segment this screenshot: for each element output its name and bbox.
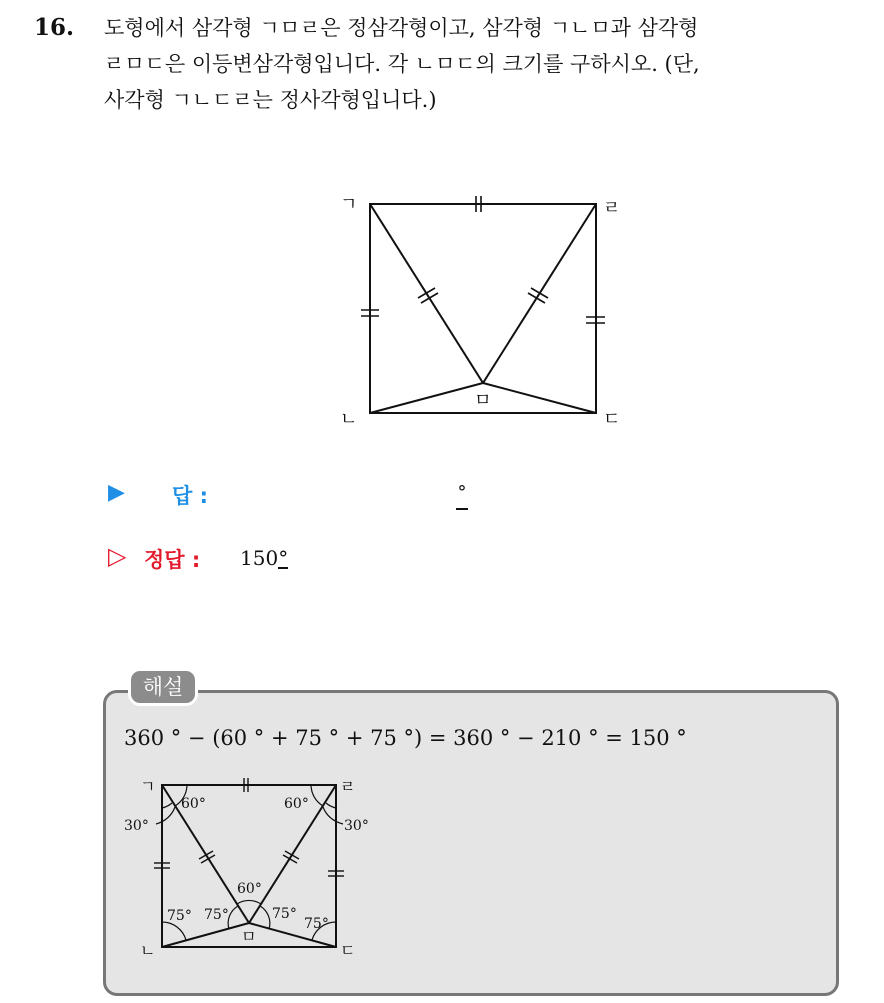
question-line: ㄹㅁㄷ은 이등변삼각형입니다. 각 ㄴㅁㄷ의 크기를 구하시오. (단, [104,52,700,76]
solution-label: 정답 : [144,548,201,572]
angle-label: 75° [272,906,297,922]
outline-triangle-icon: ▷ [108,542,127,570]
question-text [104,10,874,118]
vertex-label-c: ㄷ [340,941,356,960]
angle-label: 60° [237,881,262,897]
vertex-label-d: ㄹ [340,777,356,796]
vertex-label-c: ㄷ [603,409,621,430]
solution-value [240,546,288,570]
answer-unit: ° [457,482,467,503]
question-line: 사각형 ㄱㄴㄷㄹ는 정사각형입니다.) [104,88,437,112]
vertex-label-a: ㄱ [340,194,358,215]
angle-label: 75° [304,916,329,932]
answer-label: 답 : [172,484,208,508]
vertex-label-b: ㄴ [340,409,358,430]
angle-label: 60° [284,796,309,812]
vertex-label-e: ㅁ [241,927,257,946]
explanation-equation: 360 ° − (60 ° + 75 ° + 75 °) = 360 ° − 210 ° = 150 ° [124,726,687,750]
solution-number: 150 [240,546,279,570]
angle-label: 75° [167,908,192,924]
vertex-label-a: ㄱ [140,777,156,796]
angle-label: 60° [181,796,206,812]
explanation-title: 해설 [128,668,198,706]
angle-label: 30° [124,818,149,834]
vertex-label-d: ㄹ [603,198,621,219]
segment-c-e [483,383,596,413]
vertex-label-e: ㅁ [474,390,492,411]
question-line: 도형에서 삼각형 ㄱㅁㄹ은 정삼각형이고, 삼각형 ㄱㄴㅁ과 삼각형 [104,16,699,40]
answer-input[interactable] [452,482,472,510]
angle-label: 30° [344,818,369,834]
solution-unit: ° [278,546,289,570]
segment-b-e [370,383,483,413]
angle-label: 75° [204,907,229,923]
question-number: 16. [34,14,75,41]
answer-underline [456,508,468,510]
vertex-label-b: ㄴ [140,941,156,960]
play-triangle-icon: ▶ [108,480,125,505]
